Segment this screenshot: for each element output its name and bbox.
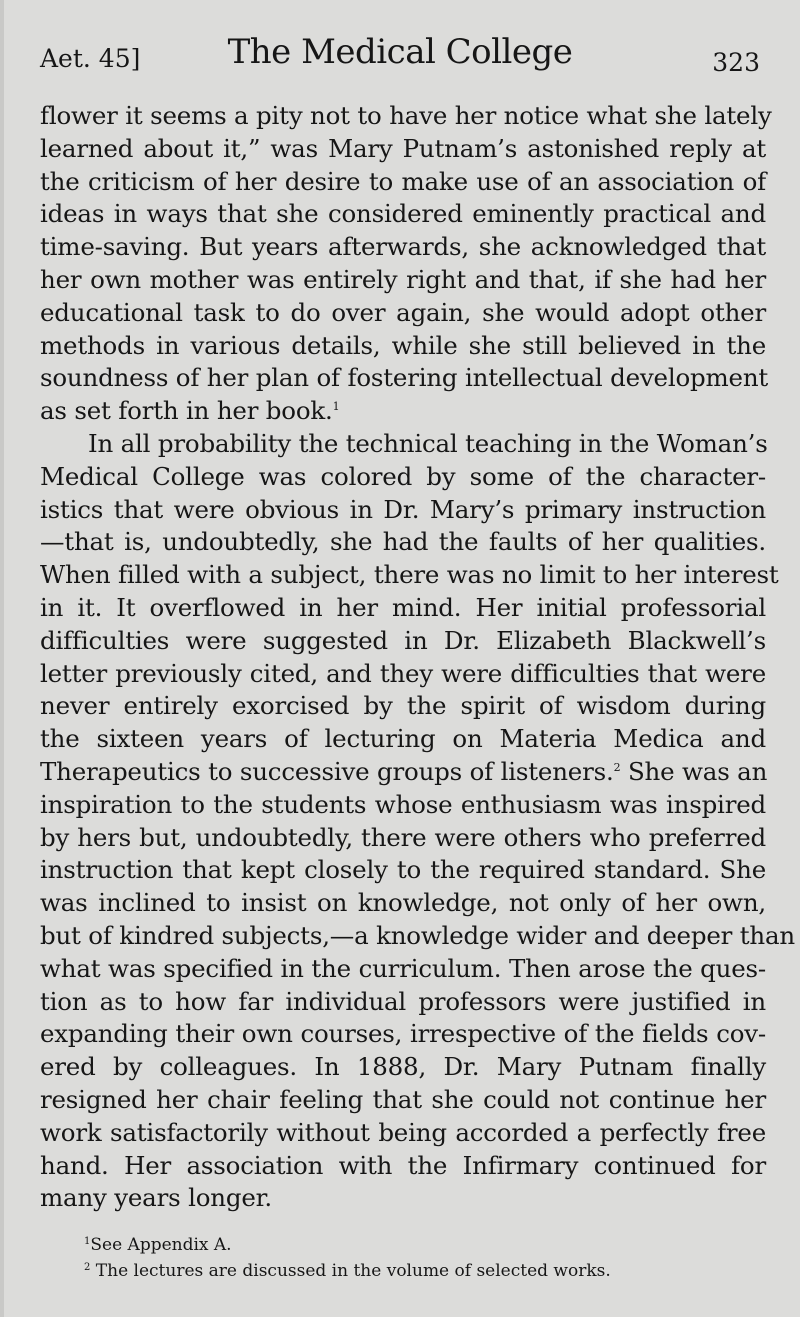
text-line: In all probability the technical teaching in the Woman’s [88,428,768,458]
text-line: tion as to how far individual professors were justified in [40,986,766,1016]
text-line [40,756,766,789]
text-line: never entirely exorcised by the spirit of wisdom during [40,691,766,721]
text-line: When filled with a subject, there was no limit to her interest [40,560,779,590]
footnote-mark: 1 [84,1236,91,1247]
text-line-after: She was an [620,756,768,786]
text-line: instruction that kept closely to the required standard. She [40,855,766,885]
text-line: but of kindred subjects,—a knowledge wider and deeper than [40,920,795,950]
body-text [40,100,795,1215]
footnote-mark: 2 [84,1262,91,1273]
text-line: what was specified in the curriculum. Then arose the ques- [40,953,766,983]
text-line: expanding their own courses, irrespective of the fields cov- [40,1019,766,1049]
text-line: hand. Her association with the Infirmary continued for [40,1150,766,1180]
text-line [40,395,766,428]
text-line: resigned her chair feeling that she could not continue her [40,1084,766,1114]
footnote-text: See Appendix A. [90,1235,232,1255]
text-line: work satisfactorily without being accorded a perfectly free [40,1117,766,1147]
text-line: the criticism of her desire to make use of an association of [40,166,766,196]
text-line: ered by colleagues. In 1888, Dr. Mary Putnam finally [40,1052,766,1082]
page-number: 323 [712,48,760,77]
footnote-reference-2: 2 [613,760,621,774]
text-line: inspiration to the students whose enthusiasm was inspired [40,789,766,819]
text-line: letter previously cited, and they were difficulties that were [40,658,766,688]
footnote-2 [84,1258,611,1284]
text-line: educational task to do over again, she would adopt other [40,297,766,327]
text-line: —that is, undoubtedly, she had the faults of her qualities. [40,527,766,557]
footnote-reference-1: 1 [332,400,340,414]
text-line: by hers but, undoubtedly, there were others who preferred [40,822,766,852]
running-header [40,30,760,80]
text-line: the sixteen years of lecturing on Materia Medica and [40,724,766,754]
text-line: soundness of her plan of fostering intellectual development [40,363,769,393]
text-line: her own mother was entirely right and that, if she had her [40,264,766,294]
text-line: many years longer. [40,1183,273,1213]
text-line-content: as set forth in her book. [40,396,333,426]
text-line: Medical College was colored by some of the character- [40,461,766,491]
footnotes [84,1232,611,1284]
paragraph-2 [40,428,795,1215]
text-line: difficulties were suggested in Dr. Elizabeth Blackwell’s [40,625,766,655]
text-line: flower it seems a pity not to have her notice what she lately [40,101,772,130]
text-line: time-saving. But years afterwards, she acknowledged that [40,232,766,262]
footnote-text: The lectures are discussed in the volume of selected works. [95,1261,611,1281]
text-line: learned about it,” was Mary Putnam’s astonished reply at [40,133,766,163]
chapter-title: The Medical College [227,32,573,72]
text-line: istics that were obvious in Dr. Mary’s primary instruction [40,494,766,524]
text-line: was inclined to insist on knowledge, not only of her own, [40,888,766,918]
text-line: in it. It overflowed in her mind. Her initial professorial [40,592,766,622]
paragraph-1 [40,100,772,428]
text-line: methods in various details, while she still believed in the [40,330,766,360]
text-line-before: Therapeutics to successive groups of listeners. [40,756,614,786]
text-line: ideas in ways that she considered eminently practical and [40,199,766,229]
footnote-1 [84,1232,611,1258]
header-age-note: Aet. 45] [40,44,141,73]
